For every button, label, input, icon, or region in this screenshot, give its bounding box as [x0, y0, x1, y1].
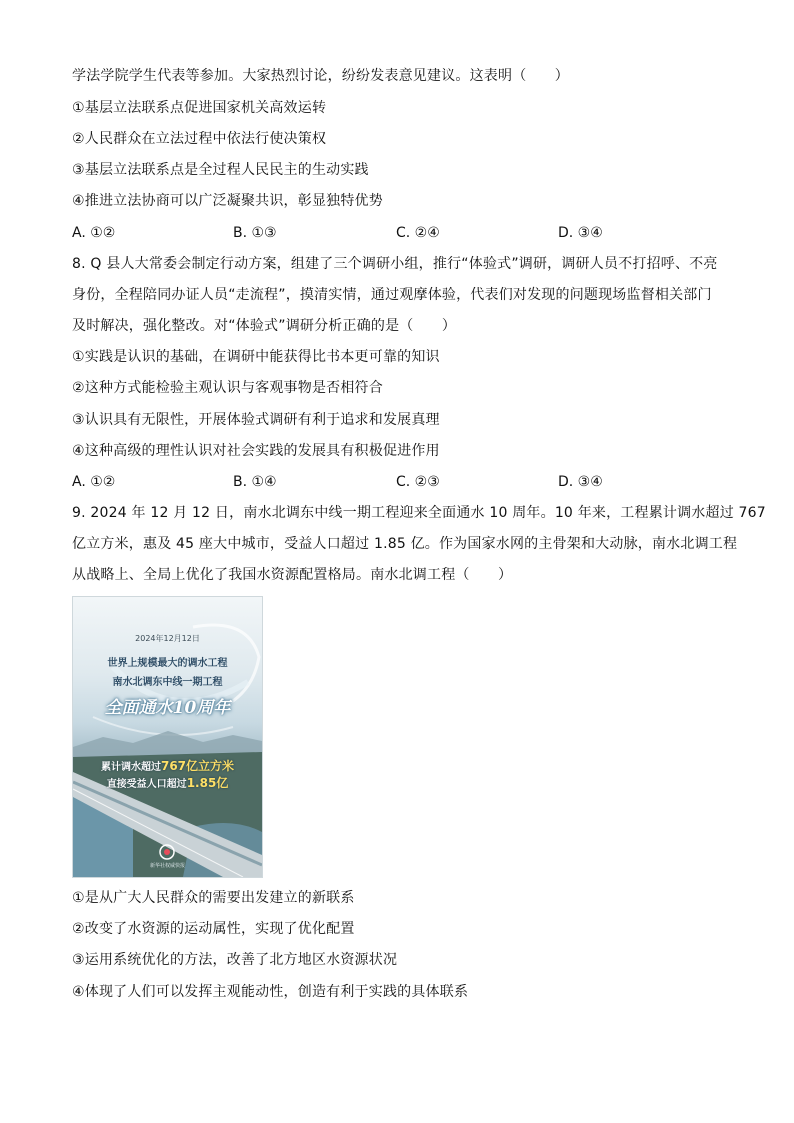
q7-option-c[interactable]: C. ②④ [396, 225, 440, 241]
poster-stat-2-value: 1.85亿 [186, 776, 229, 790]
q9-item-2: ②改变了水资源的运动属性，实现了优化配置 [72, 921, 355, 937]
q7-item-3: ③基层立法联系点是全过程人民民主的生动实践 [72, 162, 369, 178]
poster-stat-2-prefix: 直接受益人口超过 [106, 779, 187, 790]
q9-item-3: ③运用系统优化的方法，改善了北方地区水资源状况 [72, 952, 398, 968]
poster-image [72, 596, 263, 878]
q7-item-1: ①基层立法联系点促进国家机关高效运转 [72, 100, 327, 116]
poster-stat-2 [73, 774, 262, 791]
q7-option-a[interactable]: A. ①② [72, 225, 116, 241]
poster-headline: 全面通水10周年 [104, 698, 231, 718]
q8-item-2: ②这种方式能检验主观认识与客观事物是否相符合 [72, 380, 383, 396]
q8-item-3: ③认识具有无限性，开展体验式调研有利于追求和发展真理 [72, 412, 440, 428]
q7-stem-tail: 学法学院学生代表等参加。大家热烈讨论，纷纷发表意见建议。这表明（ ） [72, 68, 569, 84]
q9-item-4: ④体现了人们可以发挥主观能动性，创造有利于实践的具体联系 [72, 984, 469, 1000]
q7-item-4: ④推进立法协商可以广泛凝聚共识，彰显独特优势 [72, 193, 383, 209]
q7-option-d[interactable]: D. ③④ [558, 225, 603, 241]
q8-option-b[interactable]: B. ①④ [233, 474, 277, 490]
poster-line-1: 世界上规模最大的调水工程 [107, 658, 228, 669]
poster-source: 新华社权威快报 [149, 863, 185, 869]
q9-stem-line-2: 亿立方米，惠及 45 座大中城市，受益人口超过 1.85 亿。作为国家水网的主骨架和大动脉，南水北调工程 [72, 536, 738, 552]
poster-stat-1 [73, 757, 262, 774]
poster-line-2: 南水北调东中线一期工程 [112, 677, 223, 688]
q7-item-2: ②人民群众在立法过程中依法行使决策权 [72, 131, 327, 147]
q8-stem-line-3: 及时解决，强化整改。对“体验式”调研分析正确的是（ ） [72, 318, 457, 334]
q9-item-1: ①是从广大人民群众的需要出发建立的新联系 [72, 890, 355, 906]
q8-item-4: ④这种高级的理性认识对社会实践的发展具有积极促进作用 [72, 443, 440, 459]
q7-option-b[interactable]: B. ①③ [233, 225, 277, 241]
poster-date: 2024年12月12日 [135, 634, 200, 643]
q8-option-a[interactable]: A. ①② [72, 474, 116, 490]
poster-stat-1-prefix: 累计调水超过 [100, 762, 161, 773]
q8-option-c[interactable]: C. ②③ [396, 474, 440, 490]
poster-stat-1-value: 767亿立方米 [160, 759, 235, 773]
q9-stem-line-1: 9. 2024 年 12 月 12 日，南水北调东中线一期工程迎来全面通水 10 周年。10 年来，工程累计调水超过 767 [72, 505, 766, 521]
xinhua-logo-icon [159, 844, 175, 860]
q9-stem-line-3: 从战略上、全局上优化了我国水资源配置格局。南水北调工程（ ） [72, 567, 513, 583]
q8-item-1: ①实践是认识的基础，在调研中能获得比书本更可靠的知识 [72, 349, 440, 365]
q8-stem-line-2: 身份，全程陪同办证人员“走流程”，摸清实情，通过观摩体验，代表们对发现的问题现场监督相关部门 [72, 287, 712, 303]
q8-option-d[interactable]: D. ③④ [558, 474, 603, 490]
q8-stem-line-1: 8. Q 县人大常委会制定行动方案，组建了三个调研小组，推行“体验式”调研，调研人员不打招呼、不亮 [72, 256, 718, 272]
